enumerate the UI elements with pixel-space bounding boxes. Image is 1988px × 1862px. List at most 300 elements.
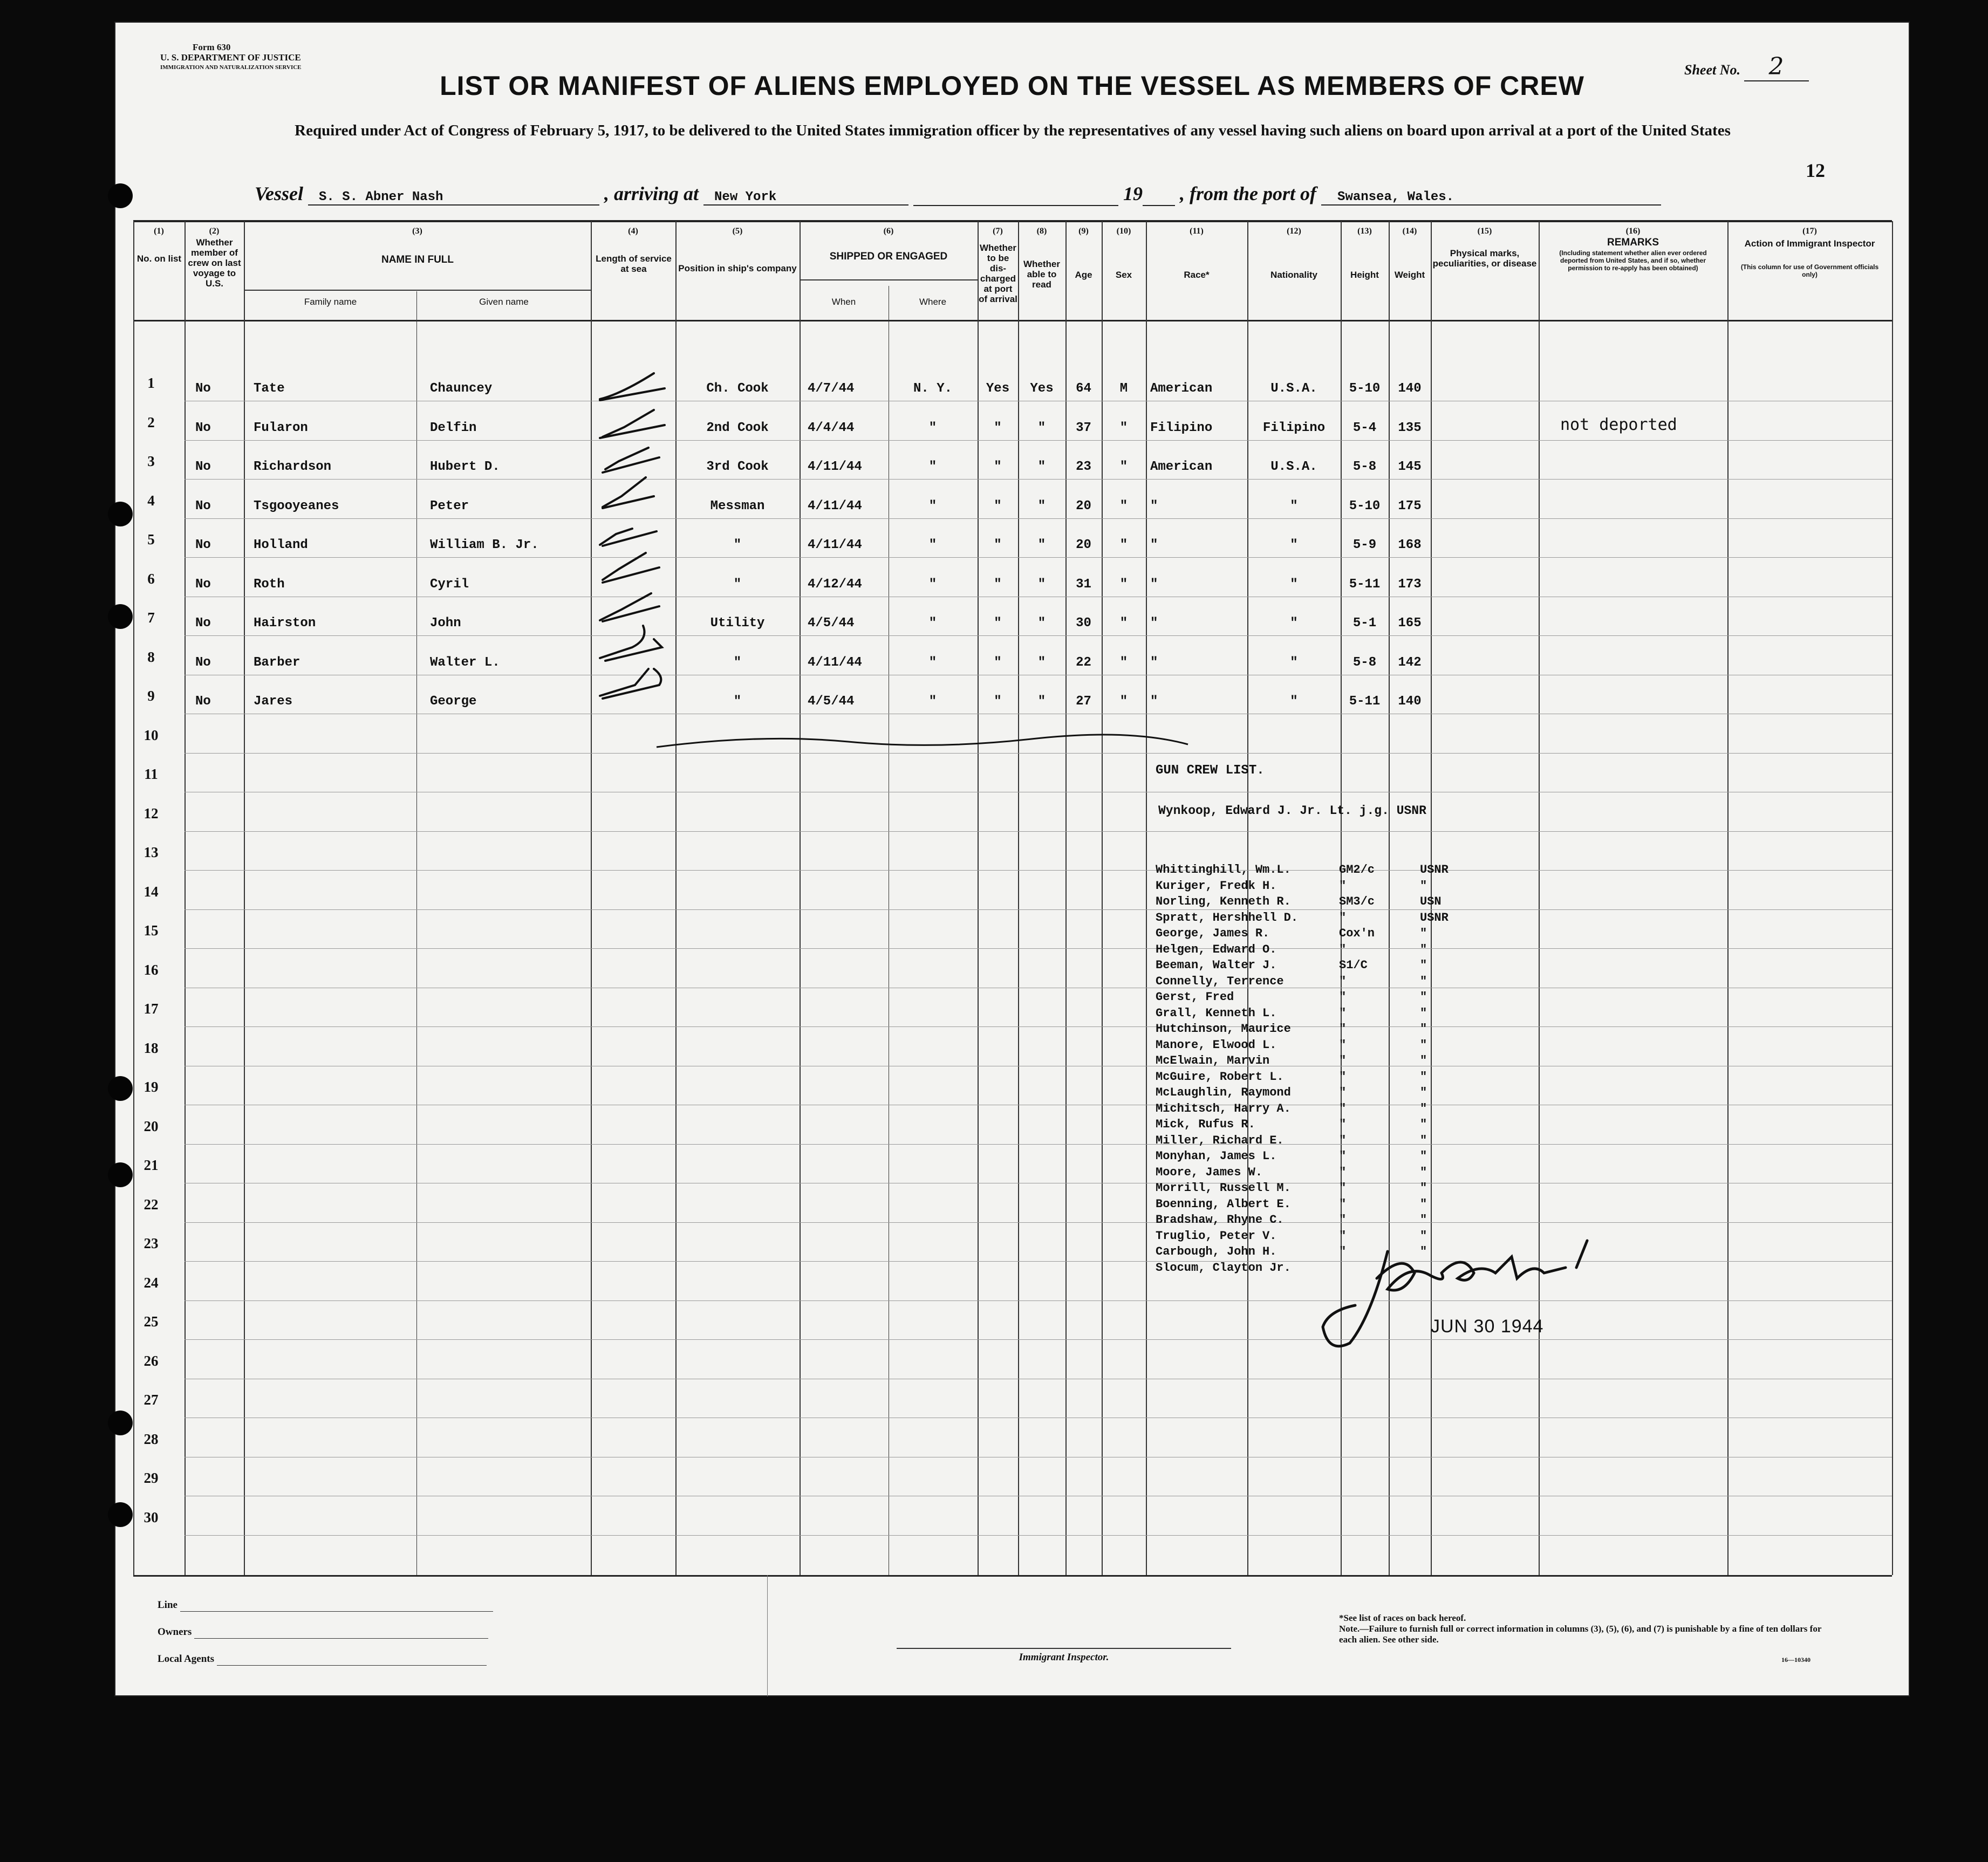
row-number: 26 [144,1352,159,1369]
col-line [416,291,417,1575]
manifest-page [114,22,1910,1696]
header-length-service: Length of service at sea [596,254,672,274]
cell-discharged: " [994,655,1002,670]
vessel-label: Vessel [255,183,303,204]
gun-crew-name: Morrill, Russell M. [1156,1181,1291,1195]
cell-where: " [928,655,937,670]
cell-weight: 135 [1398,420,1422,435]
header-remarks: REMARKS [1607,237,1659,248]
from-label: , from the port of [1180,183,1317,204]
column-number: (12) [1287,227,1301,236]
gun-crew-branch: " [1420,1213,1427,1227]
cell-when: 4/12/44 [808,577,862,592]
service-name: IMMIGRATION AND NATURALIZATION SERVICE [160,64,302,71]
cell-read: Yes [1030,381,1054,396]
row-number: 19 [144,1079,159,1095]
column-number: (11) [1190,227,1204,236]
gun-crew-rate: " [1339,1086,1347,1099]
cell-member: No [195,420,211,435]
gun-crew-rate: " [1339,879,1347,893]
gun-crew-branch: " [1420,1149,1427,1163]
cell-position: 3rd Cook [706,460,769,474]
table-top-border [133,220,1892,222]
gun-crew-branch: " [1420,879,1427,893]
row-rule [185,1261,1892,1262]
col-line [1727,221,1729,1575]
gun-crew-name: Michitsch, Harry A. [1156,1101,1291,1115]
cell-family: Hairston [254,616,316,631]
gun-crew-name: Helgen, Edward O. [1156,942,1277,956]
cell-race: American [1150,460,1213,474]
gun-crew-name: Moore, James W. [1156,1165,1263,1179]
gun-crew-branch: " [1420,1006,1427,1020]
gun-crew-rate: " [1339,1133,1347,1147]
header-able-read: Whether able to read [1023,259,1060,290]
cell-age: 37 [1076,420,1091,435]
cell-age: 31 [1076,577,1091,592]
row-number: 29 [144,1470,159,1486]
cell-read: " [1037,498,1046,514]
cell-height: 5-11 [1349,694,1381,709]
from-port: Swansea, Wales. [1321,190,1661,206]
header-no-on-list: No. on list [136,254,182,264]
punch-hole [108,604,133,629]
gun-crew-branch: " [1420,1118,1427,1131]
column-number: (17) [1802,227,1817,236]
cell-family: Jares [254,694,293,709]
gun-crew-title: GUN CREW LIST. [1156,763,1265,778]
cell-nationality: U.S.A. [1270,460,1317,474]
punch-hole [108,502,133,526]
gun-crew-branch: " [1420,974,1427,988]
cell-age: 64 [1076,381,1091,396]
cell-age: 22 [1076,655,1091,670]
gun-crew-rate: " [1339,1229,1347,1243]
row-number: 28 [144,1430,159,1447]
gun-crew-name: Hutchinson, Maurice [1156,1022,1291,1036]
cell-race: " [1150,538,1158,552]
cell-position: Ch. Cook [706,381,769,396]
cell-when: 4/5/44 [808,616,855,631]
cell-when: 4/11/44 [808,460,862,474]
cell-race: " [1150,616,1158,631]
arriving-port: New York [703,190,908,206]
gun-crew-branch: USNR [1420,863,1449,877]
row-number: 3 [147,453,155,469]
cell-member: No [195,577,211,592]
gun-crew-name: Whittinghill, Wm.L. [1156,863,1291,877]
gun-crew-branch: " [1420,1165,1427,1179]
header-physical: Physical marks, peculiarities, or disease [1432,248,1537,269]
gun-crew-name: McElwain, Marvin [1156,1054,1270,1067]
footer-line-label: Line [158,1599,177,1611]
cell-given: Hubert D. [430,460,500,474]
vessel-line [255,182,1661,206]
footer-notes [1339,1613,1825,1645]
gun-crew-branch: " [1420,1054,1427,1067]
header-given-name: Given name [479,297,529,307]
gun-crew-name: Miller, Richard E. [1156,1133,1284,1147]
gun-crew-rate: " [1339,1054,1347,1067]
cell-race: " [1150,655,1158,670]
cell-sex: " [1119,538,1128,552]
column-number: (14) [1402,227,1417,236]
header-sex: Sex [1115,270,1132,280]
cell-weight: 142 [1398,655,1422,670]
cell-where: " [928,577,937,592]
cell-sex: M [1119,381,1128,396]
cell-sex: " [1119,655,1128,670]
row-number: 17 [144,1001,159,1017]
cell-nationality: " [1290,538,1298,552]
cell-discharged: " [994,460,1002,474]
inspector-signature [1307,1219,1609,1359]
column-number: (2) [209,227,220,236]
punch-hole [108,1076,133,1101]
cell-height: 5-10 [1349,381,1381,396]
row-number: 25 [144,1313,159,1330]
closing-scribble [654,723,1193,755]
cell-weight: 165 [1398,616,1422,631]
column-number: (8) [1036,227,1047,236]
row-number: 14 [144,883,159,900]
cell-given: Delfin [430,420,477,435]
gun-crew-branch: " [1420,1197,1427,1211]
gun-crew-rate: " [1339,1149,1347,1163]
row-rule [185,909,1892,910]
col-line [1539,221,1540,1575]
cell-position: " [733,694,742,709]
race-note: *See list of races on back hereof. [1339,1613,1466,1623]
header-shipped: SHIPPED OR ENGAGED [829,251,948,262]
cell-given: George [430,694,477,709]
column-number: (15) [1477,227,1492,236]
header-discharged: Whether to be dis- charged at port of arrival [979,243,1017,304]
cell-sex: " [1119,498,1128,514]
gun-crew-branch: " [1420,1070,1427,1084]
page-mark: 12 [1806,160,1825,181]
row-number: 2 [147,414,155,430]
form-header [160,42,302,73]
row-number: 23 [144,1235,159,1251]
row-rule [185,870,1892,871]
gun-crew-rate: Cox'n [1339,927,1375,940]
header-action: Action of Immigrant Inspector [1744,238,1875,249]
cell-weight: 140 [1398,694,1422,709]
gun-crew-branch: " [1420,1086,1427,1099]
check-marks [589,367,681,723]
gun-crew-branch: " [1420,927,1427,940]
header-height: Height [1350,270,1379,280]
cell-where: " [928,498,937,514]
cell-height: 5-8 [1352,655,1377,670]
cell-position: Utility [710,616,765,631]
cell-weight: 175 [1398,498,1422,514]
cell-race: " [1150,694,1158,709]
cell-weight: 140 [1398,381,1422,396]
gun-crew-branch: " [1420,959,1427,972]
row-rule [185,440,1892,441]
row-number: 15 [144,922,159,939]
vessel-name: S. S. Abner Nash [308,190,599,206]
row-rule [185,948,1892,949]
gun-crew-name: Bradshaw, Rhyne C. [1156,1213,1284,1227]
cell-member: No [195,694,211,709]
footer-agents-label: Local Agents [158,1653,215,1665]
row-number: 6 [147,570,155,587]
cell-family: Barber [254,655,300,670]
col-line [1146,221,1147,1575]
gun-crew-name: McGuire, Robert L. [1156,1070,1284,1084]
cell-nationality: " [1290,577,1298,592]
col-line [185,221,186,1575]
cell-when: 4/4/44 [808,420,855,435]
gun-crew-name: Connelly, Terrence [1156,974,1284,988]
cell-read: " [1037,538,1046,552]
row-rule [185,635,1892,636]
row-rule [185,1535,1892,1536]
cell-when: 4/11/44 [808,538,862,552]
cell-age: 20 [1076,538,1091,552]
cell-where: N. Y. [913,381,952,396]
cell-discharged: " [994,420,1002,435]
row-number: 8 [147,648,155,665]
gun-crew-rate: " [1339,990,1347,1004]
row-number: 7 [147,610,155,626]
cell-where: " [928,616,937,631]
gun-crew-branch: " [1420,1229,1427,1243]
cell-sex: " [1119,616,1128,631]
header-family-name: Family name [304,297,357,307]
gun-crew-branch: " [1420,1133,1427,1147]
cell-read: " [1037,460,1046,474]
header-action-note: (This column for use of Government officials only) [1740,263,1879,278]
header-bottom-border [133,320,1892,321]
cell-race: American [1150,381,1213,396]
gun-crew-name: Grall, Kenneth L. [1156,1006,1277,1020]
row-number: 11 [144,766,158,782]
gun-crew-rate: " [1339,1245,1347,1258]
row-rule [185,831,1892,832]
row-number: 20 [144,1118,159,1134]
row-rule [185,1339,1892,1340]
arriving-label: , arriving at [604,183,699,204]
row-number: 9 [147,688,155,704]
cell-given: Cyril [430,577,469,592]
row-number: 24 [144,1274,159,1291]
gun-crew-name: Beeman, Walter J. [1156,959,1277,972]
cell-given: John [430,616,461,631]
cell-member: No [195,460,211,474]
cell-age: 30 [1076,616,1091,631]
inspector-label: Immigrant Inspector. [1019,1652,1109,1663]
header-position: Position in ship's company [678,263,797,273]
gun-crew-rate: " [1339,1006,1347,1020]
gun-crew-branch: " [1420,942,1427,956]
cell-age: 27 [1076,694,1091,709]
column-number: (7) [993,227,1003,236]
cell-read: " [1037,577,1046,592]
cell-nationality: " [1290,616,1298,631]
header-nationality: Nationality [1270,270,1317,280]
gun-crew-rate: " [1339,974,1347,988]
page-subtitle: Required under Act of Congress of February 5, 1917, to be delivered to the United States immigration officer by the representatives of any vessel having such aliens on board upon arrival at a port of the United States [295,122,1731,139]
gun-crew-name: Carbough, John H. [1156,1245,1277,1258]
department-name: U. S. DEPARTMENT OF JUSTICE [160,52,301,63]
gun-crew-name: Gerst, Fred [1156,990,1234,1004]
row-rule [185,1222,1892,1223]
header-age: Age [1075,270,1092,280]
cell-nationality: " [1290,655,1298,670]
gun-crew-rate: S1/C [1339,959,1368,972]
gun-crew-branch: USN [1420,895,1442,908]
row-number: 21 [144,1157,159,1173]
row-rule [185,1300,1892,1301]
cell-weight: 173 [1398,577,1422,592]
gun-crew-rate: GM2/c [1339,863,1375,877]
gun-crew-name: Manore, Elwood L. [1156,1038,1277,1052]
row-number: 4 [147,492,155,509]
cell-discharged: " [994,577,1002,592]
cell-discharged: " [994,498,1002,514]
cell-height: 5-8 [1352,460,1377,474]
cell-sex: " [1119,694,1128,709]
sheet-value: 2 [1744,53,1809,81]
cell-weight: 145 [1398,460,1422,474]
header-member: Whether member of crew on last voyage to U.S. [188,237,241,289]
row-rule [185,557,1892,558]
cell-nationality: " [1290,694,1298,709]
col-line [800,221,801,1575]
gun-crew-rate: " [1339,911,1347,925]
cell-weight: 168 [1398,538,1422,552]
column-number: (16) [1625,227,1641,236]
cell-family: Holland [254,538,308,552]
cell-position: " [733,538,742,552]
cell-discharged: Yes [986,381,1010,396]
cell-member: No [195,655,211,670]
gun-crew-officer: Wynkoop, Edward J. Jr. Lt. j.g. USNR [1158,804,1426,818]
gun-crew-rate: " [1339,1213,1347,1227]
gun-crew-branch: USNR [1420,911,1449,925]
row-rule [185,479,1892,480]
cell-race: " [1150,498,1158,514]
gun-crew-rate: " [1339,1070,1347,1084]
gun-crew-rate: " [1339,942,1347,956]
row-number: 16 [144,961,159,978]
row-rule [185,1144,1892,1145]
gun-crew-branch: " [1420,990,1427,1004]
row-rule [185,518,1892,519]
cell-when: 4/5/44 [808,694,855,709]
cell-given: William B. Jr. [430,538,539,552]
gun-crew-rate: " [1339,1181,1347,1195]
gun-crew-branch: " [1420,1022,1427,1036]
cell-position: 2nd Cook [706,420,769,435]
header-race: Race* [1184,270,1210,280]
gun-crew-rate: " [1339,1118,1347,1131]
cell-family: Tate [254,381,285,396]
page-title: LIST OR MANIFEST OF ALIENS EMPLOYED ON THE VESSEL AS MEMBERS OF CREW [440,71,1584,101]
gun-crew-name: Monyhan, James L. [1156,1149,1277,1163]
inspector-signature-line [897,1648,1231,1649]
footer-owners-label: Owners [158,1626,192,1638]
gun-crew-rate: " [1339,1197,1347,1211]
penalty-note: Note.—Failure to furnish full or correct information in columns (3), (5), (6), and (7) is punishable by a fine of ten dollars for each alien. See other side. [1339,1624,1822,1645]
column-number: (1) [154,227,164,236]
row-number: 18 [144,1039,159,1056]
cell-height: 5-9 [1352,538,1377,552]
date-stamp: JUN 30 1944 [1431,1316,1544,1337]
gun-crew-rate: SM3/c [1339,895,1375,908]
cell-sex: " [1119,460,1128,474]
gun-crew-name: Norling, Kenneth R. [1156,895,1291,908]
cell-where: " [928,694,937,709]
cell-when: 4/11/44 [808,498,862,514]
gun-crew-name: Mick, Rufus R. [1156,1118,1255,1131]
punch-hole [108,183,133,208]
row-number: 27 [144,1392,159,1408]
punch-hole [108,1411,133,1435]
cell-member: No [195,498,211,514]
cell-member: No [195,538,211,552]
row-number: 1 [147,375,155,391]
row-number: 30 [144,1509,159,1525]
gun-crew-name: Spratt, Hershhell D. [1156,911,1299,925]
year-label: 19 [1123,183,1143,204]
gun-crew-rate: " [1339,1101,1347,1115]
column-number: (5) [732,227,743,236]
cell-age: 20 [1076,498,1091,514]
cell-when: 4/7/44 [808,381,855,396]
footer-agents-field [158,1653,487,1666]
col-line [133,221,134,1575]
cell-where: " [928,538,937,552]
header-where: Where [919,297,947,307]
cell-discharged: " [994,538,1002,552]
cell-position: " [733,655,742,670]
punch-hole [108,1162,133,1187]
column-number: (6) [883,227,894,236]
gun-crew-name: George, James R. [1156,927,1270,940]
gun-crew-name: Boenning, Albert E. [1156,1197,1291,1211]
cell-height: 5-1 [1352,616,1377,631]
gun-crew-rate: " [1339,1022,1347,1036]
gun-crew-branch: " [1420,1038,1427,1052]
cell-member: No [195,381,211,396]
form-number: Form 630 [193,42,231,52]
cell-family: Tsgooyeanes [254,498,339,514]
column-number: (9) [1078,227,1089,236]
cell-given: Chauncey [430,381,493,396]
gun-crew-name: Truglio, Peter V. [1156,1229,1277,1243]
gun-crew-branch: " [1420,1181,1427,1195]
form-code: 16—10340 [1781,1656,1811,1664]
column-number: (13) [1357,227,1372,236]
cell-family: Roth [254,577,285,592]
cell-remarks: not deported [1560,415,1677,434]
cell-read: " [1037,655,1046,670]
cell-race: " [1150,577,1158,592]
table-bottom-border [133,1575,1892,1577]
cell-height: 5-4 [1352,420,1377,435]
column-number: (4) [628,227,638,236]
cell-sex: " [1119,420,1128,435]
cell-when: 4/11/44 [808,655,862,670]
row-number: 5 [147,531,155,547]
cell-height: 5-11 [1349,577,1381,592]
cell-nationality: Filipino [1262,420,1326,435]
